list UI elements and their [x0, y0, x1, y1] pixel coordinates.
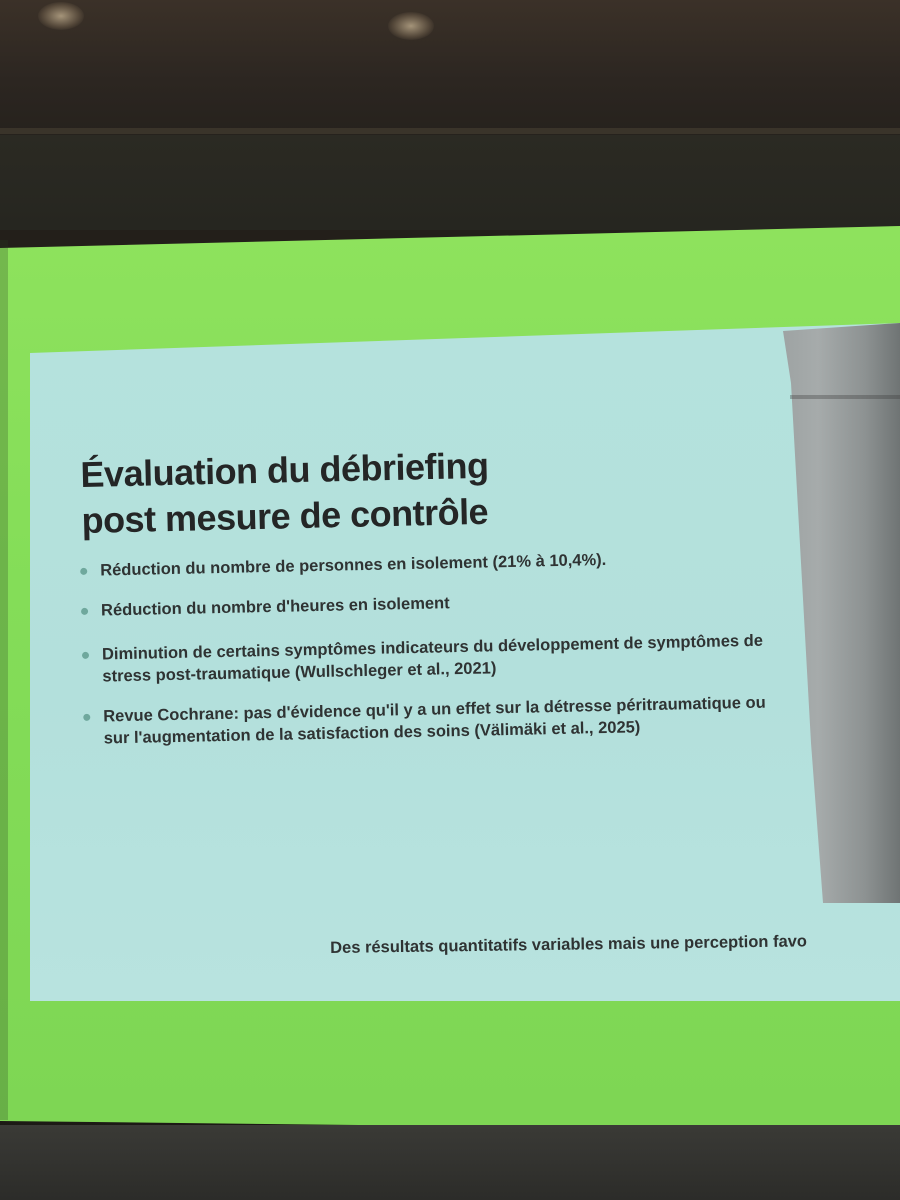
bullet-dot-icon [81, 608, 88, 615]
bullet-text: Réduction du nombre d'heures en isolement [100, 594, 450, 620]
bullet-text: Revue Cochrane: pas d'évidence qu'il y a un effet sur la détresse péritraumatique ou sur l'augmentation de la satisfaction des soins (Välimäki et al., 2025) [103, 693, 766, 748]
ceiling-edge [0, 128, 900, 134]
bullet-item [80, 629, 781, 688]
bullet-text: Diminution de certains symptômes indicateurs du développement de symptômes de stress post-traumatique (Wullschleger et al., 2021) [101, 631, 764, 686]
floor [0, 1125, 900, 1200]
slide-title-line-1: Évaluation du débriefing [80, 444, 489, 495]
projection-edge [0, 240, 8, 1120]
slide-photo-shadow [790, 395, 900, 399]
bullet-list [78, 545, 782, 768]
bullet-dot-icon [80, 568, 87, 575]
wall-band [0, 135, 900, 230]
bullet-item [81, 691, 782, 750]
bullet-dot-icon [82, 652, 89, 659]
ceiling [0, 0, 900, 135]
bullet-text: Réduction du nombre de personnes en isolement (21% à 10,4%). [100, 550, 607, 580]
bullet-dot-icon [83, 714, 90, 721]
slide-title-line-2: post mesure de contrôle [81, 490, 489, 541]
ceiling-light-left [38, 2, 84, 30]
slide-title [80, 437, 722, 543]
bullet-item [79, 585, 779, 622]
ceiling-light-center [388, 12, 434, 40]
slide-footer-text: Des résultats quantitatifs variables mais une perception favo [330, 932, 808, 957]
